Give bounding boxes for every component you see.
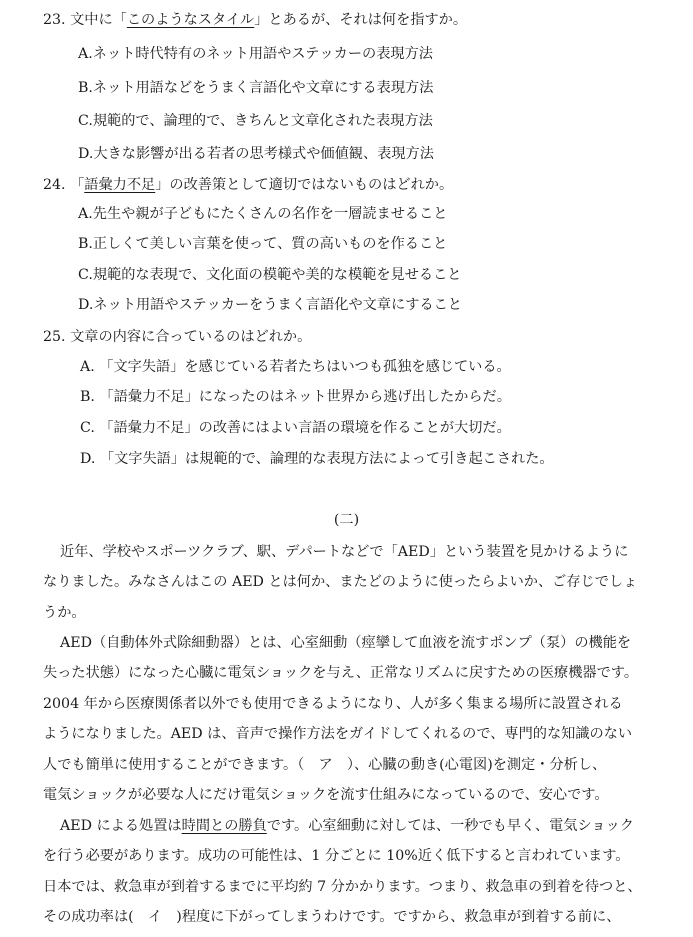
option-25-a: A. 「文字失語」を感じている若者たちはいつも孤独を感じている。 (80, 359, 511, 375)
underlined-quote: このようなスタイル (126, 12, 255, 28)
paragraph-2-line-2: 失った状態）になった心臓に電気ショックを与え、正常なリズムに戻すための医療機器です。 (43, 665, 639, 681)
paragraph-2-line-4: ようになりました。AED は、音声で操作方法をガイドしてくれるので、専門的な知識のない (43, 726, 633, 742)
paragraph-3-line-1: AED による処置は時間との勝負です。心室細動に対しては、一秒でも早く、電気ショック (60, 818, 634, 834)
option-25-d: D. 「文字失語」は規範的で、論理的な表現方法によって引き起こされた。 (80, 451, 554, 467)
paragraph-2-line-1: AED（自動体外式除細動器）とは、心室細動（痙攣して血液を流すポンプ（泵）の機能を (60, 635, 632, 651)
option-24-b: B.正しくて美しい言葉を使って、質の高いものを作ること (78, 236, 448, 252)
paragraph-3-line-3: 日本では、救急車が到着するまでに平均約 7 分かかります。つまり、救急車の到着を待つと、 (43, 879, 642, 895)
option-23-a: A.ネット時代特有のネット用語やステッカーの表現方法 (78, 46, 433, 62)
paragraph-2-line-6: 電気ショックが必要な人にだけ電気ショックを流す仕組みになっているので、安心です。 (43, 787, 609, 803)
option-23-b: B.ネット用語などをうまく言語化や文章にする表現方法 (78, 80, 434, 96)
underlined-phrase: 時間との勝負 (181, 818, 267, 834)
option-23-d: D.大きな影響が出る若者の思考様式や価値観、表現方法 (78, 146, 434, 162)
paragraph-1-line-1: 近年、学校やスポーツクラブ、駅、デパートなどで「AED」という装置を見かけるように (60, 544, 629, 560)
option-24-a: A.先生や親が子どもにたくさんの名作を一層読ませること (78, 206, 448, 222)
question-24: 24. 「語彙力不足」の改善策として適切ではないものはどれか。 (43, 177, 454, 193)
question-25: 25. 文章の内容に合っているのはどれか。 (43, 329, 312, 345)
section-heading: (二) (333, 512, 360, 528)
option-25-c: C. 「語彙力不足」の改善にはよい言語の環境を作ることが大切だ。 (80, 420, 511, 436)
paragraph-1-line-3: うか。 (43, 605, 86, 621)
paragraph-2-line-3: 2004 年から医療関係者以外でも使用できるようになり、人が多く集まる場所に設置される (43, 696, 623, 712)
paragraph-3-line-2: を行う必要があります。成功の可能性は、1 分ごとに 10%近く低下すると言われています。 (43, 848, 630, 864)
option-25-b: B. 「語彙力不足」になったのはネット世界から逃げ出したからだ。 (80, 389, 511, 405)
question-23: 23. 文中に「このようなスタイル」とあるが、それは何を指すか。 (43, 12, 468, 28)
paragraph-2-line-5: 人でも簡単に使用することができます。（ ア ）、心臓の動き(心電図)を測定・分析し、 (43, 757, 607, 773)
option-24-d: D.ネット用語やステッカーをうまく言語化や文章にすること (78, 297, 462, 313)
option-24-c: C.規範的な表現で、文化面の模範や美的な模範を見せること (78, 267, 462, 283)
underlined-quote: 語彙力不足 (84, 177, 156, 193)
option-23-c: C.規範的で、論理的で、きちんと文章化された表現方法 (78, 113, 433, 129)
paragraph-3-line-4: その成功率は( イ )程度に下がってしまうわけです。ですから、救急車が到着する前に、 (43, 909, 621, 925)
paragraph-1-line-2: なりました。みなさんはこの AED とは何か、またどのように使ったらよいか、ご存じでしょ (43, 574, 638, 590)
